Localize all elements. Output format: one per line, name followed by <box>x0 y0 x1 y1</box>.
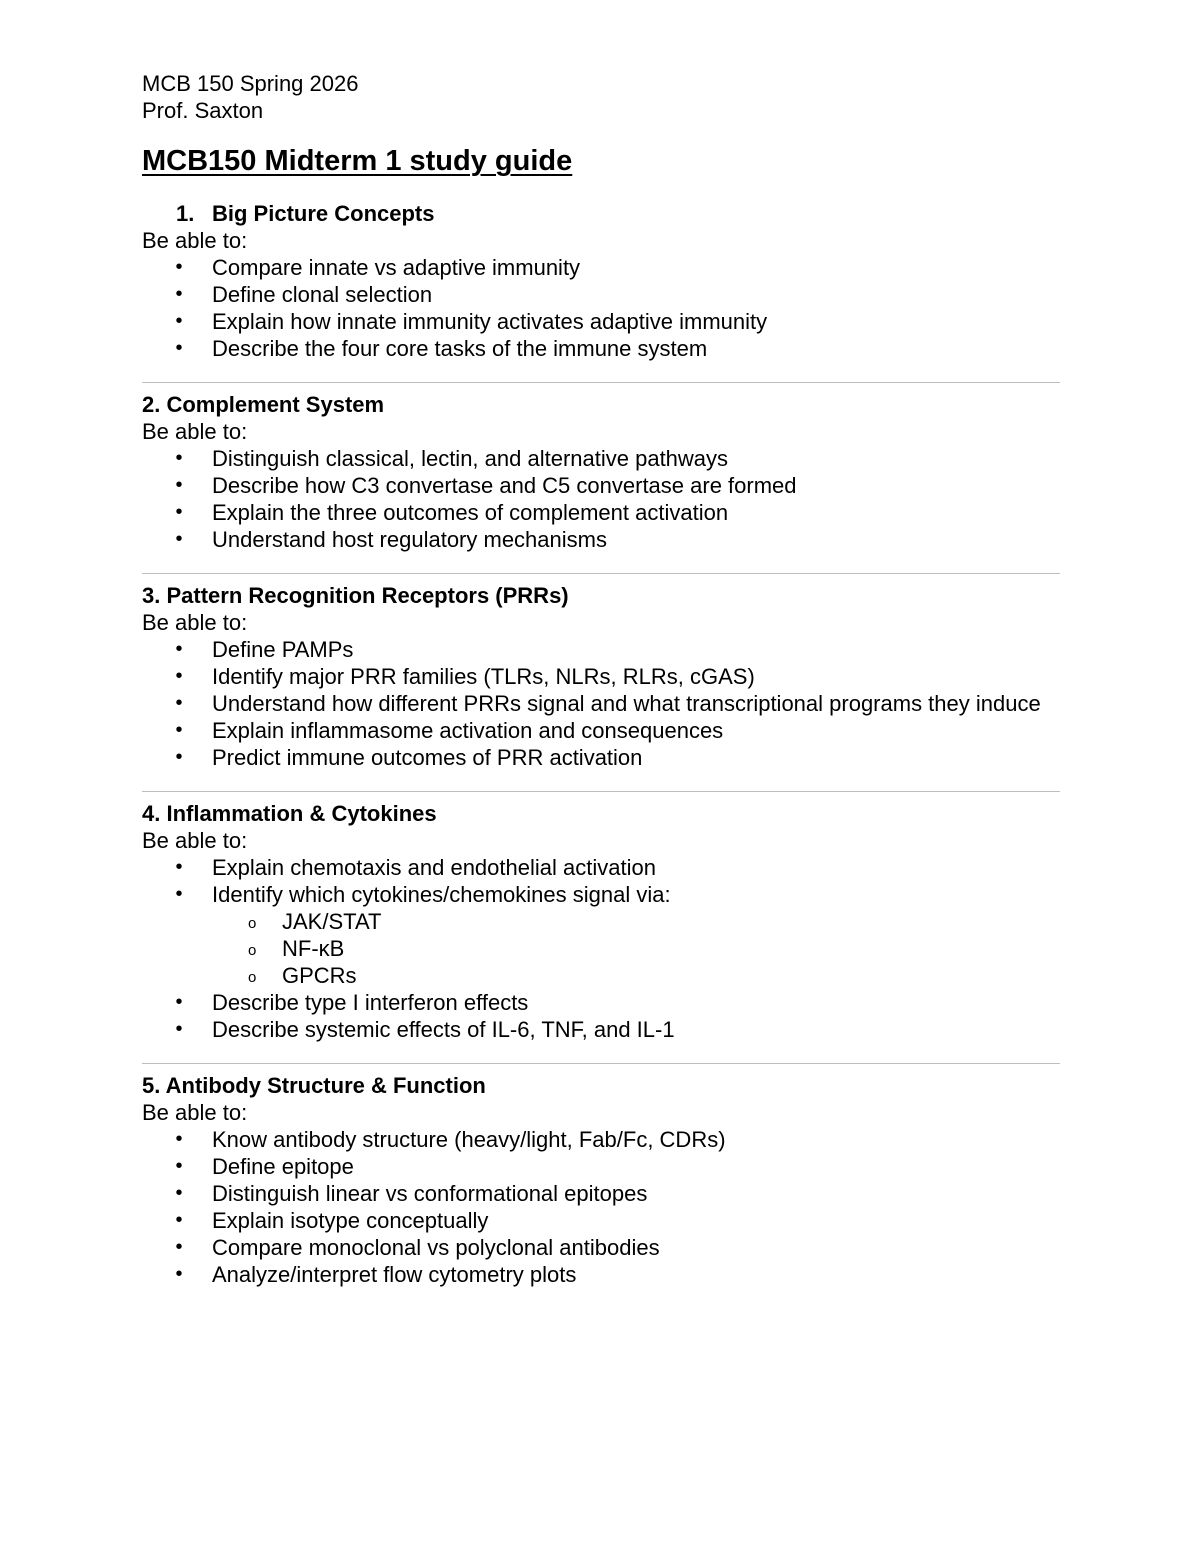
bullet-icon: • <box>175 719 183 741</box>
sub-list-item <box>212 962 1060 989</box>
bullet-icon: • <box>175 1182 183 1204</box>
section-intro: Be able to: <box>142 419 248 444</box>
list-item <box>142 1126 1060 1153</box>
list-item-text: Explain isotype conceptually <box>212 1208 489 1233</box>
list-item-text: Distinguish linear vs conformational epitopes <box>212 1181 648 1206</box>
bullet-list <box>142 636 1060 771</box>
bullet-list <box>142 254 1060 362</box>
list-item-text: Describe systemic effects of IL-6, TNF, and IL-1 <box>212 1017 675 1042</box>
section-intro: Be able to: <box>142 828 248 853</box>
list-item <box>142 636 1060 663</box>
list-item <box>142 445 1060 472</box>
section-inflammation-cytokines <box>142 800 1060 1043</box>
bullet-icon: • <box>175 856 183 878</box>
list-item-text: Define PAMPs <box>212 637 354 662</box>
bullet-icon: • <box>175 1236 183 1258</box>
section-divider <box>142 382 1060 383</box>
bullet-icon: • <box>175 1128 183 1150</box>
sub-list-item-text: JAK/STAT <box>282 909 382 934</box>
bullet-icon: • <box>175 337 183 359</box>
course-line: MCB 150 Spring 2026 <box>142 71 359 96</box>
list-item <box>142 472 1060 499</box>
list-item-text: Describe type I interferon effects <box>212 990 529 1015</box>
sub-bullet-list <box>212 908 1060 989</box>
section-intro: Be able to: <box>142 610 248 635</box>
professor-line: Prof. Saxton <box>142 98 264 123</box>
bullet-icon: • <box>175 310 183 332</box>
list-item <box>142 281 1060 308</box>
list-item-text: Understand how different PRRs signal and what transcriptional programs they induce <box>212 691 1041 716</box>
list-item <box>142 717 1060 744</box>
list-item-text: Predict immune outcomes of PRR activation <box>212 745 643 770</box>
bullet-list <box>142 854 1060 1043</box>
list-item-text: Identify major PRR families (TLRs, NLRs, RLRs, cGAS) <box>212 664 755 689</box>
list-item-text: Analyze/interpret flow cytometry plots <box>212 1262 577 1287</box>
hollow-bullet-icon: o <box>248 915 257 932</box>
list-item <box>142 854 1060 881</box>
list-item-text: Compare innate vs adaptive immunity <box>212 255 581 280</box>
section-heading: 4. Inflammation & Cytokines <box>142 801 437 826</box>
section-complement-system <box>142 391 1060 553</box>
list-item <box>142 1207 1060 1234</box>
list-item <box>142 526 1060 553</box>
document-title: MCB150 Midterm 1 study guide <box>142 145 573 177</box>
bullet-icon: • <box>175 256 183 278</box>
list-item-text: Understand host regulatory mechanisms <box>212 527 607 552</box>
section-heading: 3. Pattern Recognition Receptors (PRRs) <box>142 583 569 608</box>
list-item <box>142 1153 1060 1180</box>
bullet-icon: • <box>175 638 183 660</box>
bullet-list <box>142 1126 1060 1288</box>
section-intro: Be able to: <box>142 228 248 253</box>
list-item <box>142 989 1060 1016</box>
list-item <box>142 308 1060 335</box>
section-heading <box>142 200 1060 227</box>
section-divider <box>142 573 1060 574</box>
list-item <box>142 1180 1060 1207</box>
list-item <box>142 499 1060 526</box>
bullet-icon: • <box>175 1018 183 1040</box>
section-big-picture <box>142 200 1060 362</box>
list-item <box>142 335 1060 362</box>
bullet-icon: • <box>175 1155 183 1177</box>
list-item <box>142 1234 1060 1261</box>
bullet-icon: • <box>175 991 183 1013</box>
list-item-text: Compare monoclonal vs polyclonal antibodies <box>212 1235 660 1260</box>
section-divider <box>142 791 1060 792</box>
list-item-text: Distinguish classical, lectin, and alternative pathways <box>212 446 729 471</box>
bullet-icon: • <box>175 528 183 550</box>
hollow-bullet-icon: o <box>248 969 257 986</box>
section-heading-text: Big Picture Concepts <box>212 201 435 226</box>
list-item-text: Explain how innate immunity activates adaptive immunity <box>212 309 768 334</box>
section-intro: Be able to: <box>142 1100 248 1125</box>
list-item <box>142 663 1060 690</box>
section-antibody-structure-function <box>142 1072 1060 1288</box>
list-item-text: Describe the four core tasks of the immune system <box>212 336 708 361</box>
section-divider <box>142 1063 1060 1064</box>
list-item-text: Explain inflammasome activation and consequences <box>212 718 724 743</box>
bullet-icon: • <box>175 746 183 768</box>
list-item <box>142 1016 1060 1043</box>
section-heading: 5. Antibody Structure & Function <box>142 1073 486 1098</box>
list-item-text: Describe how C3 convertase and C5 convertase are formed <box>212 473 797 498</box>
list-item-text: Know antibody structure (heavy/light, Fab/Fc, CDRs) <box>212 1127 726 1152</box>
bullet-icon: • <box>175 474 183 496</box>
sub-list-item-text: GPCRs <box>282 963 357 988</box>
section-pattern-recognition-receptors <box>142 582 1060 771</box>
bullet-icon: • <box>175 501 183 523</box>
bullet-icon: • <box>175 1263 183 1285</box>
bullet-icon: • <box>175 883 183 905</box>
section-heading: 2. Complement System <box>142 392 385 417</box>
list-item <box>142 744 1060 771</box>
bullet-icon: • <box>175 1209 183 1231</box>
list-item <box>142 881 1060 989</box>
list-item-text: Define clonal selection <box>212 282 433 307</box>
list-item-text: Explain the three outcomes of complement activation <box>212 500 729 525</box>
list-item-text: Identify which cytokines/chemokines signal via: <box>212 882 671 907</box>
list-item <box>142 690 1060 717</box>
bullet-icon: • <box>175 692 183 714</box>
sub-list-item <box>212 935 1060 962</box>
list-item-text: Define epitope <box>212 1154 354 1179</box>
bullet-icon: • <box>175 447 183 469</box>
section-number: 1. <box>176 201 195 226</box>
list-item <box>142 1261 1060 1288</box>
sub-list-item-text: NF-κB <box>282 936 345 961</box>
bullet-icon: • <box>175 665 183 687</box>
hollow-bullet-icon: o <box>248 942 257 959</box>
list-item-text: Explain chemotaxis and endothelial activation <box>212 855 656 880</box>
document-body <box>142 70 1060 1288</box>
list-item <box>142 254 1060 281</box>
bullet-list <box>142 445 1060 553</box>
bullet-icon: • <box>175 283 183 305</box>
sub-list-item <box>212 908 1060 935</box>
